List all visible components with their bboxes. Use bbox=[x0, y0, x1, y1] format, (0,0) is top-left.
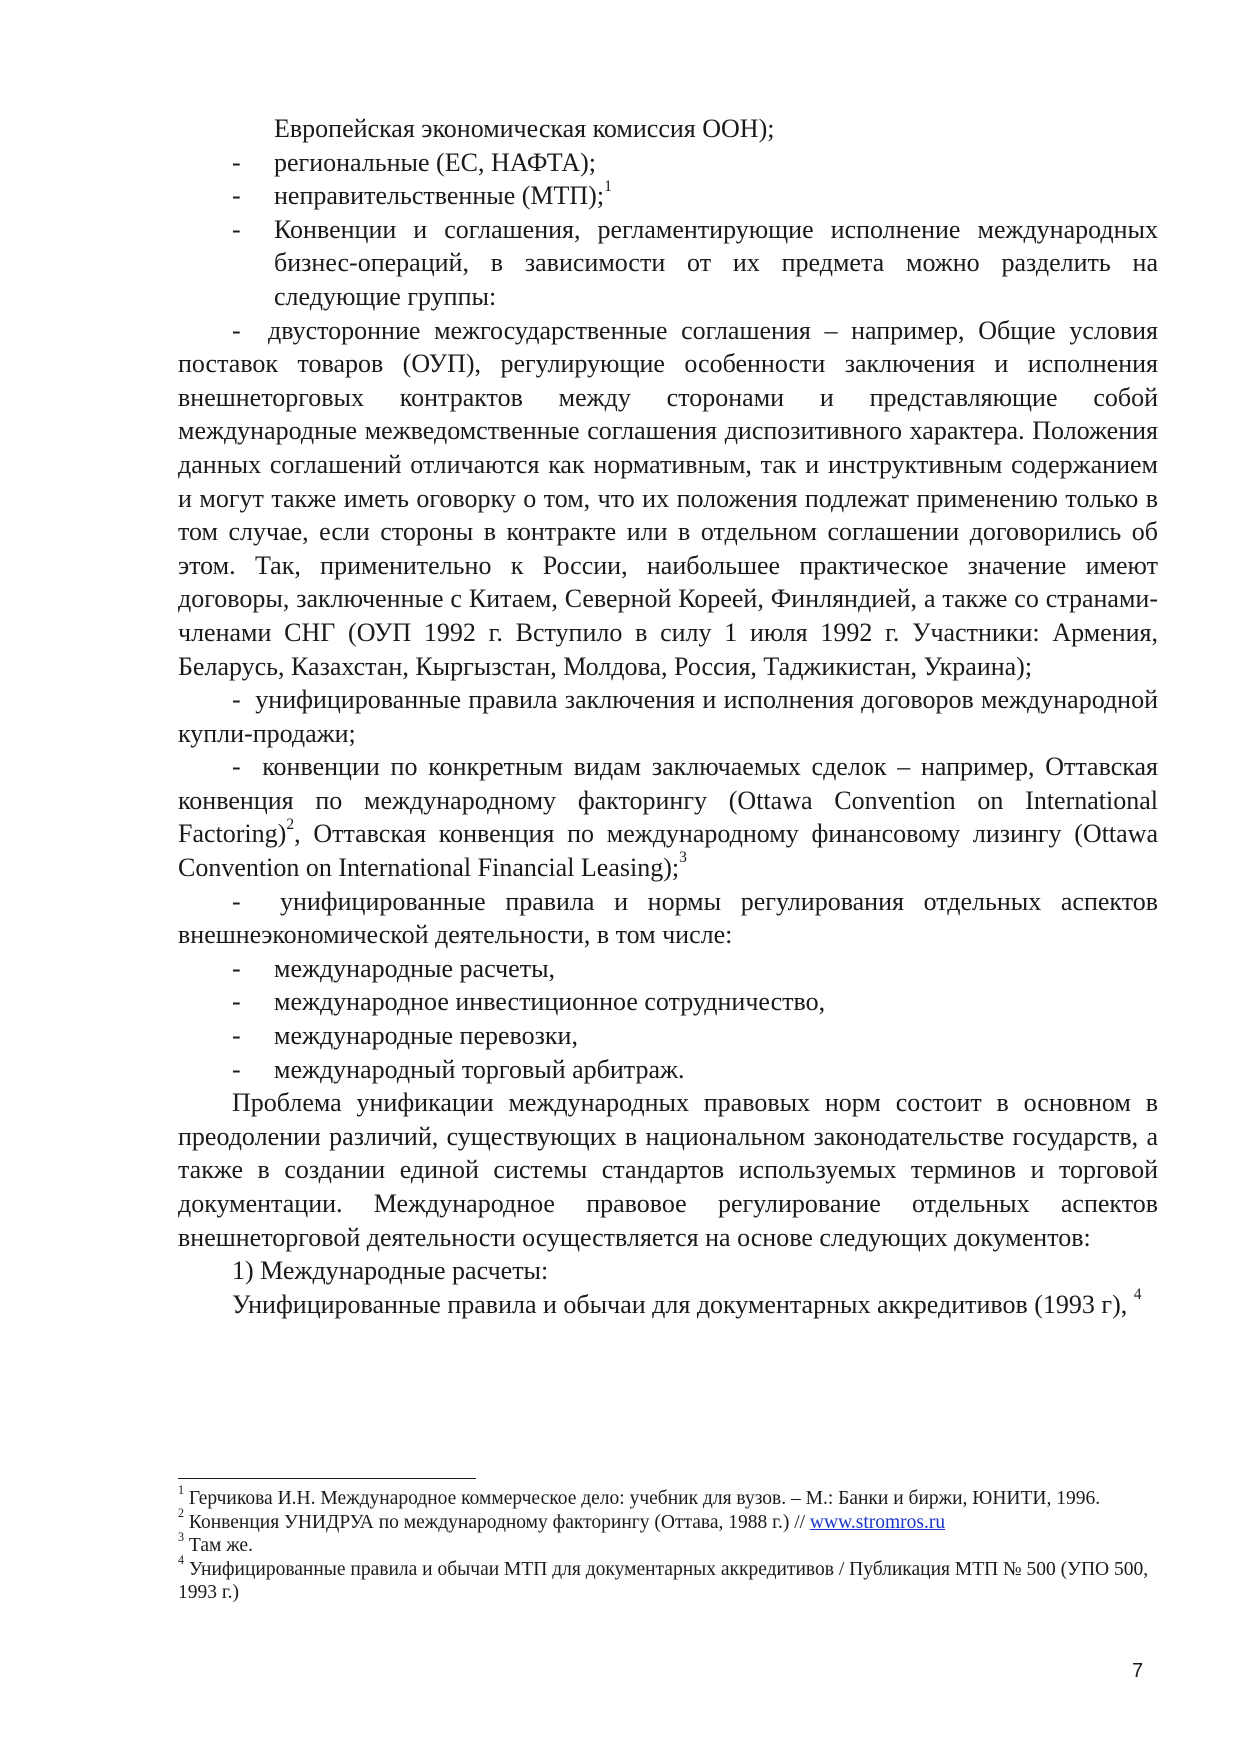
list-item-text: международный торговый арбитраж. bbox=[274, 1054, 685, 1084]
dash-bullet: - bbox=[232, 953, 241, 983]
line-text: Европейская экономическая комиссия ООН); bbox=[274, 114, 775, 143]
footnote-text: Унифицированные правила и обычаи МТП для документарных аккредитивов / Публикация МТП № 500 (УПО 500, 1993 г.) bbox=[178, 1558, 1149, 1604]
paragraph-text: двусторонние межгосударственные соглашения – например, Общие условия поставок товаров (ОУП), регулирующие особенности заключения и исполнения внешнеторговых контрактов между сторонами и представляющие собой международные межведомственные соглашения диспозитивного характера. Положения данных соглашений отличаются как нормативным, так и инструктивным содержанием и могут также иметь оговорку о том, что их положения подлежат применению только в том случае, если стороны в контракте или в отдельном соглашении договорились об этом. Так, применительно к России, наибольшее практическое значение имеют договоры, заключенные с Китаем, Северной Кореей, Финляндией, а также со странами-членами СНГ (ОУП 1992 г. Вступило в силу 1 июля 1992 г. Участники: Армения, Беларусь, Казахстан, Кыргызстан, Молдова, Россия, Таджикистан, Украина); bbox=[178, 315, 1158, 681]
list-item-text: Конвенции и соглашения, регламентирующие исполнение международных бизнес-операций, в зависимости от их предмета можно разделить на следующие группы: bbox=[274, 214, 1158, 311]
list-item-text: международное инвестиционное сотрудничество, bbox=[274, 987, 826, 1017]
paragraph-text: Унифицированные правила и обычаи для документарных аккредитивов (1993 г), bbox=[232, 1289, 1128, 1319]
footnote-text: Там же. bbox=[188, 1535, 253, 1557]
footnote-ref[interactable]: 4 bbox=[1133, 1286, 1142, 1304]
footnote-number: 4 bbox=[178, 1553, 185, 1568]
dash-bullet: - bbox=[232, 752, 241, 782]
dash-bullet: - bbox=[232, 987, 241, 1017]
footnote-number: 2 bbox=[178, 1506, 185, 1521]
dash-bullet: - bbox=[232, 1021, 241, 1051]
dash-bullet: - bbox=[232, 147, 241, 177]
paragraph bbox=[178, 683, 1158, 750]
list-item bbox=[178, 179, 1158, 213]
footnote-number: 1 bbox=[178, 1482, 185, 1497]
list-item-text: международные перевозки, bbox=[274, 1021, 578, 1051]
dash-bullet: - bbox=[232, 685, 241, 715]
footnotes bbox=[178, 1482, 1158, 1605]
footnote-divider bbox=[178, 1478, 476, 1479]
paragraph bbox=[178, 1254, 1158, 1288]
dash-bullet: - bbox=[232, 1054, 241, 1084]
footnote-ref[interactable]: 3 bbox=[679, 849, 687, 867]
footnote-ref[interactable]: 1 bbox=[604, 177, 612, 195]
list-item bbox=[178, 952, 1158, 986]
paragraph bbox=[178, 750, 1158, 884]
dash-bullet: - bbox=[232, 214, 241, 244]
footnote-text: Герчикова И.Н. Международное коммерческое дело: учебник для вузов. – М.: Банки и биржи, ЮНИТИ, 1996. bbox=[188, 1488, 1101, 1509]
list-item-label: неправительственные (МТП); bbox=[274, 181, 605, 211]
main-text bbox=[178, 112, 1158, 1321]
footnote-ref[interactable]: 2 bbox=[286, 815, 295, 833]
list-item-continuation bbox=[178, 112, 1158, 146]
list-item bbox=[178, 1019, 1158, 1053]
page-number: 7 bbox=[1132, 1660, 1144, 1682]
footnote bbox=[178, 1482, 1158, 1511]
paragraph bbox=[178, 1086, 1158, 1254]
list-item bbox=[178, 1053, 1158, 1087]
list-item bbox=[178, 985, 1158, 1019]
paragraph bbox=[178, 314, 1158, 684]
paragraph-text: унифицированные правила и нормы регулирования отдельных аспектов внешнеэкономической деятельности, в том числе: bbox=[178, 886, 1159, 950]
dash-bullet: - bbox=[232, 315, 241, 345]
paragraph-text: унифицированные правила заключения и исполнения договоров международной купли-продажи; bbox=[178, 685, 1158, 748]
paragraph-text: конвенции по конкретным видам заключаемых сделок – например, Оттавская конвенция по международному факторингу (Ottawa Convention on International Factoring) bbox=[178, 752, 1158, 849]
footnote-text: Конвенция УНИДРУА по международному факторингу (Оттава, 1988 г.) // bbox=[188, 1511, 810, 1533]
footnote bbox=[178, 1553, 1158, 1605]
list-item-text bbox=[274, 179, 1158, 213]
paragraph-text: , Оттавская конвенция по международному финансовому лизингу (Ottawa Convention on International Financial Leasing); bbox=[178, 819, 1158, 883]
list-item-text: региональные (ЕС, НАФТА); bbox=[274, 147, 596, 177]
list-item bbox=[178, 213, 1158, 314]
dash-bullet: - bbox=[232, 886, 241, 916]
dash-bullet: - bbox=[232, 181, 241, 211]
footnote-number: 3 bbox=[178, 1529, 185, 1544]
list-item-text: международные расчеты, bbox=[274, 953, 556, 983]
paragraph-text: 1) Международные расчеты: bbox=[232, 1256, 549, 1286]
paragraph bbox=[178, 885, 1158, 952]
paragraph bbox=[178, 1288, 1158, 1322]
footnote bbox=[178, 1506, 1158, 1535]
footnote-link[interactable]: www.stromros.ru bbox=[809, 1511, 946, 1533]
footnote bbox=[178, 1529, 1158, 1558]
list-item bbox=[178, 146, 1158, 180]
paragraph-text: Проблема унификации международных правовых норм состоит в основном в преодолении различий, существующих в национальном законодательстве государств, а также в создании единой системы стандартов используемых терминов и торговой документации. Международное правовое регулирование отдельных аспектов внешнеторговой деятельности осуществляется на основе следующих документов: bbox=[178, 1088, 1158, 1252]
